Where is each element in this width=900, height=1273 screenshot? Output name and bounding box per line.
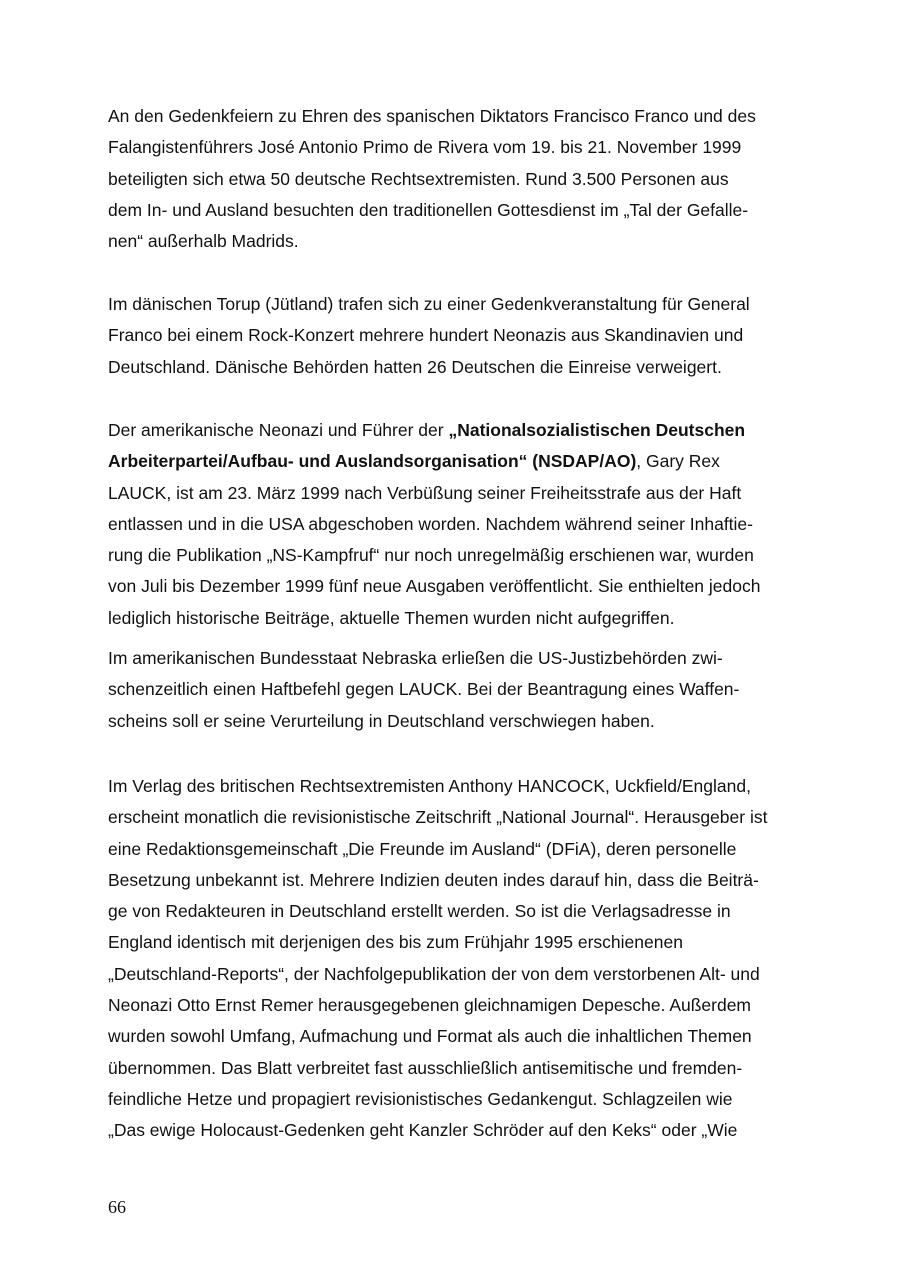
paragraph-national-journal: [108, 771, 808, 1147]
text-segment: , Gary Rex: [636, 451, 720, 472]
text-line: Im amerikanischen Bundesstaat Nebraska erließen die US-Justizbehörden zwi-: [108, 648, 723, 668]
text-line: wurden sowohl Umfang, Aufmachung und Format als auch die inhaltlichen Themen: [108, 1026, 752, 1047]
organization-name-bold: „Nationalsozialistischen Deutschen: [448, 420, 746, 440]
paragraph-nsdap-ao-lauck: [108, 415, 808, 634]
text-line: Falangistenführers José Antonio Primo de Rivera vom 19. bis 21. November 1999: [108, 137, 742, 158]
page-number: 66: [108, 1197, 126, 1217]
paragraph-torup-concert: [108, 289, 808, 383]
text-line: Im Verlag des britischen Rechtsextremisten Anthony HANCOCK, Uckfield/England,: [108, 776, 751, 796]
paragraph-franco-commemoration: [108, 101, 808, 257]
text-segment: Der amerikanische Neonazi und Führer der: [108, 420, 449, 440]
text-line: „Deutschland-Reports“, der Nachfolgepublikation der von dem verstorbenen Alt- und: [108, 963, 760, 984]
text-line: eine Redaktionsgemeinschaft „Die Freunde im Ausland“ (DFiA), deren personelle: [108, 838, 737, 859]
text-line: nen“ außerhalb Madrids.: [108, 231, 299, 252]
text-line: LAUCK, ist am 23. März 1999 nach Verbüßung seiner Freiheitsstrafe aus der Haft: [108, 482, 742, 503]
text-line: Neonazi Otto Ernst Remer herausgegebenen gleichnamigen Depesche. Außerdem: [108, 995, 752, 1016]
text-line: Besetzung unbekannt ist. Mehrere Indizien deuten indes darauf hin, dass die Beiträ-: [108, 869, 759, 890]
text-line: lediglich historische Beiträge, aktuelle Themen wurden nicht aufgegriffen.: [108, 607, 675, 628]
text-line: beteiligten sich etwa 50 deutsche Rechtsextremisten. Rund 3.500 Personen aus: [108, 168, 729, 189]
organization-name-bold: Arbeiterpartei/Aufbau- und Auslandsorganisation“ (NSDAP/AO): [108, 451, 637, 472]
text-line: Franco bei einem Rock-Konzert mehrere hundert Neonazis aus Skandinavien und: [108, 325, 744, 346]
text-line: England identisch mit derjenigen des bis zum Frühjahr 1995 erschienenen: [108, 932, 683, 953]
text-line: schenzeitlich einen Haftbefehl gegen LAUCK. Bei der Beantragung eines Waffen-: [108, 679, 740, 700]
text-line: „Das ewige Holocaust-Gedenken geht Kanzler Schröder auf den Keks“ oder „Wie: [108, 1120, 738, 1141]
text-line: erscheint monatlich die revisionistische Zeitschrift „National Journal“. Herausgeber ist: [108, 807, 768, 828]
text-line: Im dänischen Torup (Jütland) trafen sich zu einer Gedenkveranstaltung für General: [108, 294, 750, 314]
text-line: An den Gedenkfeiern zu Ehren des spanischen Diktators Francisco Franco und des: [108, 106, 756, 126]
text-line: dem In- und Ausland besuchten den traditionellen Gottesdienst im „Tal der Gefalle-: [108, 199, 749, 220]
text-line: feindliche Hetze und propagiert revisionistisches Gedankengut. Schlagzeilen wie: [108, 1088, 733, 1109]
text-line: ge von Redakteuren in Deutschland erstellt werden. So ist die Verlagsadresse in: [108, 901, 731, 922]
text-line: rung die Publikation „NS-Kampfruf“ nur noch unregelmäßig erschienen war, wurden: [108, 545, 754, 566]
text-line: Deutschland. Dänische Behörden hatten 26 Deutschen die Einreise verweigert.: [108, 356, 722, 377]
text-line: entlassen und in die USA abgeschoben worden. Nachdem während seiner Inhaftie-: [108, 513, 753, 534]
text-line: [108, 446, 808, 477]
text-line: scheins soll er seine Verurteilung in Deutschland verschwiegen haben.: [108, 710, 655, 731]
text-line: übernommen. Das Blatt verbreitet fast ausschließlich antisemitische und fremden-: [108, 1057, 743, 1078]
paragraph-nebraska-warrant: [108, 643, 808, 737]
text-line: [108, 415, 808, 446]
text-line: von Juli bis Dezember 1999 fünf neue Ausgaben veröffentlicht. Sie enthielten jedoch: [108, 576, 761, 597]
